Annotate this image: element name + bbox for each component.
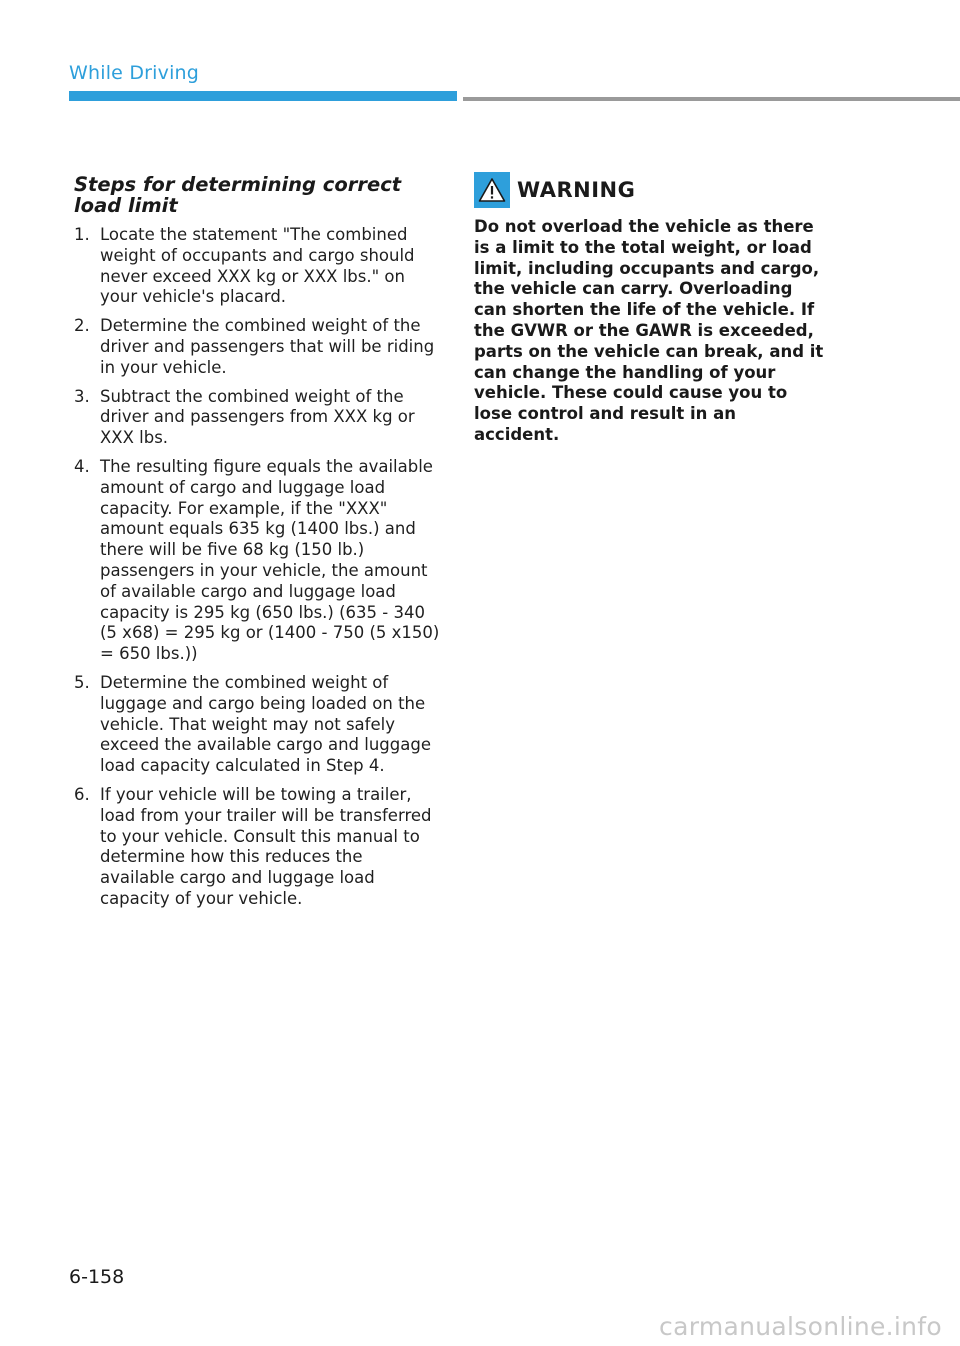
step-number: 4.: [74, 456, 90, 476]
list-item: [74, 785, 440, 910]
step-number: 2.: [74, 316, 90, 336]
list-item: [74, 316, 440, 378]
warning-header: [474, 172, 824, 208]
step-number: 6.: [74, 784, 90, 804]
page-number: 6-158: [69, 1266, 125, 1288]
step-number: 1.: [74, 225, 90, 244]
section-title: While Driving: [69, 62, 200, 84]
list-item: [74, 387, 440, 449]
watermark: carmanualsonline.info: [659, 1312, 942, 1341]
header-rule-accent: [69, 91, 457, 101]
list-item: [74, 457, 440, 665]
step-number: 5.: [74, 672, 90, 692]
list-item: [74, 225, 440, 308]
warning-box: [474, 172, 824, 446]
step-text: Subtract the combined weight of the driver and passengers from XXX kg or XXX lbs.: [100, 386, 415, 448]
step-text: Locate the statement "The combined weight of occupants and cargo should never exceed XXX kg or XXX lbs." on your vehicle's placard.: [100, 225, 415, 307]
warning-title: WARNING: [517, 178, 636, 202]
steps-heading: Steps for determining correct load limit: [74, 173, 402, 217]
list-item: [74, 673, 440, 777]
header-rule-gray: [463, 97, 960, 101]
step-text: Determine the combined weight of the driver and passengers that will be riding in your vehicle.: [100, 316, 435, 377]
step-text: Determine the combined weight of luggage and cargo being loaded on the vehicle. That weight may not safely exceed the available cargo and luggage load capacity calculated in Step 4.: [100, 672, 431, 776]
step-text: The resulting figure equals the available amount of cargo and luggage load capacity. For example, if the "XXX" amount equals 635 kg (1400 lbs.) and there will be five 68 kg (150 lb.) passengers in your vehicle, the amount of available cargo and luggage load capacity is 295 kg (650 lbs.) (635 - 340 (5 x68) = 295 kg or (1400 - 750 (5 x150) = 650 lbs.)): [100, 456, 440, 664]
steps-section: [74, 174, 440, 918]
step-number: 3.: [74, 386, 90, 406]
warning-triangle-icon: [474, 172, 510, 208]
step-text: If your vehicle will be towing a trailer, load from your trailer will be transferred to your vehicle. Consult this manual to determine how this reduces the available cargo and luggage load capacity of your vehicle.: [100, 784, 432, 908]
warning-text: Do not overload the vehicle as there is a limit to the total weight, or load limit, including occupants and cargo, the vehicle can carry. Overloading can shorten the life of the vehicle. If the GVWR or the GAWR is exceeded, parts on the vehicle can break, and it can change the handling of your vehicle. These could cause you to lose control and result in an accident.: [474, 217, 824, 444]
steps-list: [74, 225, 440, 910]
